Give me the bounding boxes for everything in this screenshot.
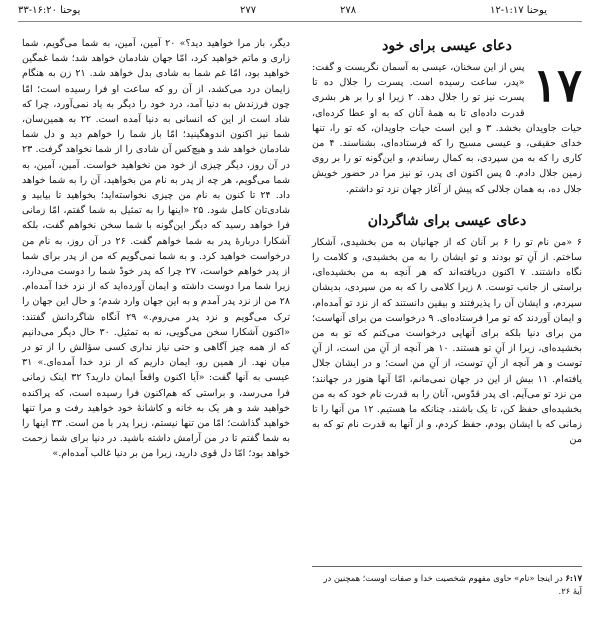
right-page-number: ۲۷۸ [340, 5, 357, 16]
left-page-number: ۲۷۷ [240, 5, 257, 16]
chapter-number: ۱۷ [532, 58, 582, 112]
footnote-ref: ۶:۱۷ [565, 573, 582, 583]
left-column [22, 36, 290, 462]
left-header-verse-range: یوحنا ۱۶:۲۰-۳۳ [18, 5, 81, 16]
section-title-prayer-for-disciples: دعای عیسی برای شاگردان [367, 212, 527, 229]
section2-text: ۶ «من نام تو را ۶ بر آنان که از جهانیان به من بخشیدی، آشکار ساختم. از آنِ تو بودند و تو ایشان را به من بخشیدی، و کلامت را نگاه داشتند. ۷ اکنون دریافته‌اند که هر آنچه به من بخشیده‌ای، براستی از جانب توست. ۸ زیرا کلامی را که به من سپردی، بدیشان سپردم، و ایشان آن را پذیرفتند و بیقین دانستند که از نزد تو آمده‌ام، و ایمان آوردند که تو مرا فرستاده‌ای. ۹ درخواست من برای آنهاست؛ من برای دنیا بلکه برای آنهایی درخواست می‌کنم که تو به من بخشیده‌ای، زیرا از آنِ تو هستند. ۱۰ هر آنچه از آنِ من است، از آنِ توست و هر آنچه از آنِ توست، از آنِ من است؛ و در ایشان جلال یافته‌ام. ۱۱ بیش از این در جهان نمی‌مانم، امّا آنها هنوز در جهانند؛ من نزد تو می‌آیم. ای پدر قدّوس، آنان را به قدرت نام خود که به من بخشیده‌ای حفظ کن، تا یک باشند، چنانکه ما هستیم. ۱۲ من آنها را تا زمانی که با ایشان بودم، حفظ کردم، و از آنها به قدرت نام تو که به من [312, 236, 582, 446]
section-title-prayer-for-himself: دعای عیسی برای خود [382, 38, 512, 54]
footnote [312, 572, 582, 598]
footnote-text: در اینجا «نام» حاوی مفهوم شخصیت خدا و صفات اوست؛ همچنین در آیهٔ ۲۶. [323, 573, 582, 596]
footnote-rule [312, 566, 582, 567]
header-rule [18, 21, 582, 22]
right-column [312, 36, 582, 448]
left-column-text: دیگر، باز مرا خواهید دید؟» ۲۰ آمین، آمین، به شما می‌گویم، شما زاری و ماتم خواهید کرد، امّا جهان شادمان خواهد شد؛ شما غمگین خواهید بود، امّا غم شما به شادی بدل خواهد شد. ۲۱ زن به هنگام زایمان درد می‌کشد، از آن رو که ساعت او فرا رسیده است؛ امّا چون فرزندش به دنیا آمد، درد خود را دیگر به یاد نمی‌آورد، چرا که شاد است از این که انسانی به دنیا آمده است. ۲۲ به همین‌سان، شما نیز اکنون اندوهگینید؛ امّا باز شما را خواهم دید و دل شما شادمان خواهد شد و هیچ‌کس آن شادی را از شما نخواهد گرفت. ۲۳ در آن روز، دیگر چیزی از خود من نخواهید خواست. آمین، آمین، به شما می‌گویم، هر چه از پدر به نام من بخواهید، آن را به شما خواهد داد. ۲۴ تا کنون به نام من چیزی نخواسته‌اید؛ بخواهید تا بیابید و شادی‌تان کامل شود. ۲۵ «اینها را به تمثیل به شما گفتم، امّا زمانی فرا خواهد رسید که دیگر این‌گونه با شما سخن نخواهم گفت، بلکه آشکارا دربارهٔ پدر به شما خواهم گفت. ۲۶ در آن روز، به نام من درخواست خواهید کرد. و به شما نمی‌گویم که من از پدر برای شما از پدر خواهم خواست، ۲۷ چرا که پدر خودْ شما را دوست می‌دارد، زیرا شما مرا دوست داشته و ایمان آورده‌اید که از نزد خدا آمده‌ام. ۲۸ من از نزد پدر آمدم و به این جهان وارد شدم؛ و حال این جهان را ترک می‌گویم و نزد پدر می‌روم.» ۲۹ آنگاه شاگردانش گفتند: «اکنون آشکارا سخن می‌گویی، نه به تمثیل. ۳۰ حال دیگر می‌دانیم که از همه چیز آگاهی و حتی نیاز نداری کسی سؤالش را از تو در میان نهد. از همین رو، ایمان داریم که از نزد خدا آمده‌ای.» ۳۱ عیسی به آنها گفت: «آیا اکنون واقعاً ایمان دارید؟ ۳۲ اینک زمانی فرا می‌رسد، و براستی که هم‌اکنون فرا رسیده است، که پراکنده خواهید شد و هر یک به خانه و کاشانهٔ خود خواهید رفت و مرا تنها خواهید گذاشت؛ امّا من تنها نیستم، زیرا پدر با من است. ۳۳ اینها را به شما گفتم تا در من آرامش داشته باشید. در دنیا برای شما زحمت خواهد بود؛ امّا دل قوی دارید، زیرا من بر دنیا غالب آمده‌ام.» [22, 38, 291, 460]
right-header-verse-range: یوحنا ۱:۱۷-۱۲ [490, 5, 547, 16]
section1-text: پس از این سخنان، عیسی به آسمان نگریست و گفت: «پدر، ساعت رسیده است. پسرت را جلال ده تا پسرت نیز تو را جلال دهد. ۲ زیرا او را بر هر بشری قدرت داده‌ای تا به همهٔ آنان که به او عطا کرده‌ای، حیات جاویدان بخشد. ۳ و این است حیات جاویدان، که تو را، تنها خدای حقیقی، و عیسی مسیح را که فرستاده‌ای، بشناسند. ۴ من کاری را که به من سپردی، به کمال رساندم، و این‌گونه تو را بر روی زمین جلال دادم. ۵ پس اکنون ای پدر، تو نیز مرا در حضور خویش جلال ده، به همان جلالی که پیش از آغاز جهان نزد تو داشتم. [312, 62, 583, 195]
